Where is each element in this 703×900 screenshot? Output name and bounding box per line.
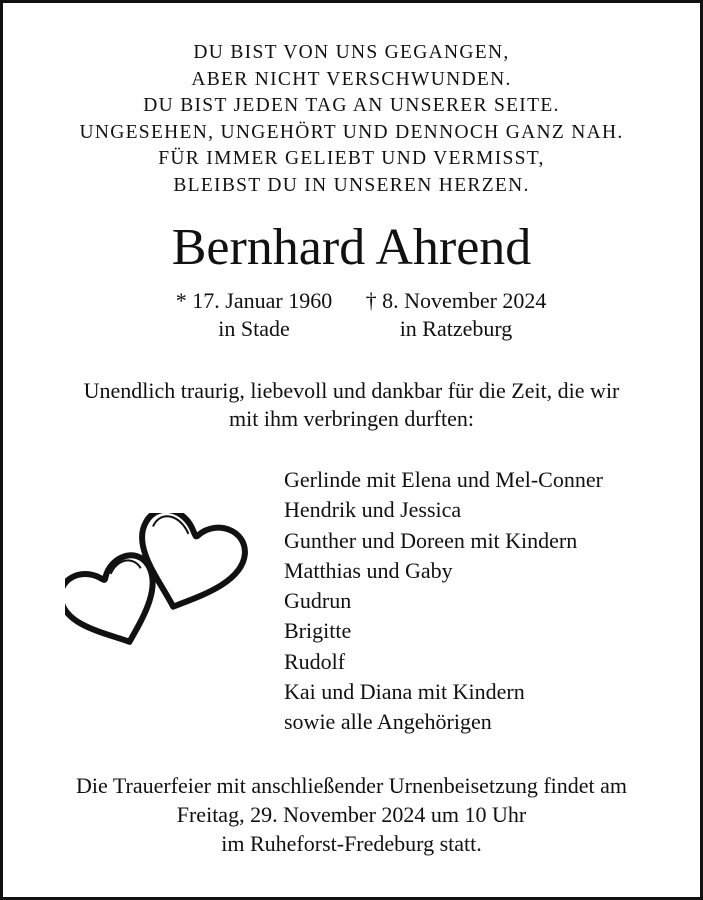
verse-line: DU BIST VON UNS GEGANGEN,: [193, 42, 510, 63]
mourner-entry: Gerlinde mit Elena und Mel-Conner: [284, 467, 603, 492]
two-hearts-icon: [65, 513, 251, 653]
mourning-intro: [3, 377, 700, 433]
memorial-verse: [3, 40, 700, 199]
verse-line: FÜR IMMER GELIEBT UND VERMISST,: [158, 148, 545, 169]
service-line: im Ruheforst-Fredeburg statt.: [221, 831, 482, 856]
verse-line: DU BIST JEDEN TAG AN UNSERER SEITE.: [143, 95, 560, 116]
mourner-entry: Rudolf: [284, 648, 346, 674]
death-place: in Ratzeburg: [399, 316, 513, 341]
mourner-entry: Matthias und Gaby: [284, 557, 453, 583]
death-date: † 8. November 2024: [365, 288, 547, 313]
mourner-entry: Hendrik und Jessica: [284, 497, 462, 523]
mourners-list: [284, 465, 603, 738]
birth-info: [149, 287, 359, 343]
service-line: Die Trauerfeier mit anschließender Urnenbeisetzung findet am: [75, 773, 628, 798]
mourner-entry: sowie alle Angehörigen: [284, 709, 492, 735]
funeral-service-info: [3, 771, 700, 858]
birth-date: * 17. Januar 1960: [175, 288, 333, 313]
verse-line: BLEIBST DU IN UNSEREN HERZEN.: [173, 174, 530, 196]
mourner-entry: Kai und Diana mit Kindern: [284, 679, 525, 705]
intro-line: mit ihm verbringen durften:: [229, 406, 474, 431]
heart-left-shape: [65, 549, 172, 653]
verse-line: ABER NICHT VERSCHWUNDEN.: [191, 68, 512, 90]
mourner-entry: Brigitte: [284, 618, 352, 644]
service-line: Freitag, 29. November 2024 um 10 Uhr: [176, 802, 527, 827]
birth-place: in Stade: [218, 316, 290, 341]
verse-line: UNGESEHEN, UNGEHÖRT UND DENNOCH GANZ NAH.: [79, 121, 624, 143]
mourner-entry: Gunther und Doreen mit Kindern: [284, 527, 578, 553]
death-info: [341, 287, 571, 343]
intro-line: Unendlich traurig, liebevoll und dankbar für die Zeit, die wir: [83, 378, 620, 403]
deceased-name: Bernhard Ahrend: [171, 219, 532, 276]
mourner-entry: Gudrun: [284, 588, 352, 614]
